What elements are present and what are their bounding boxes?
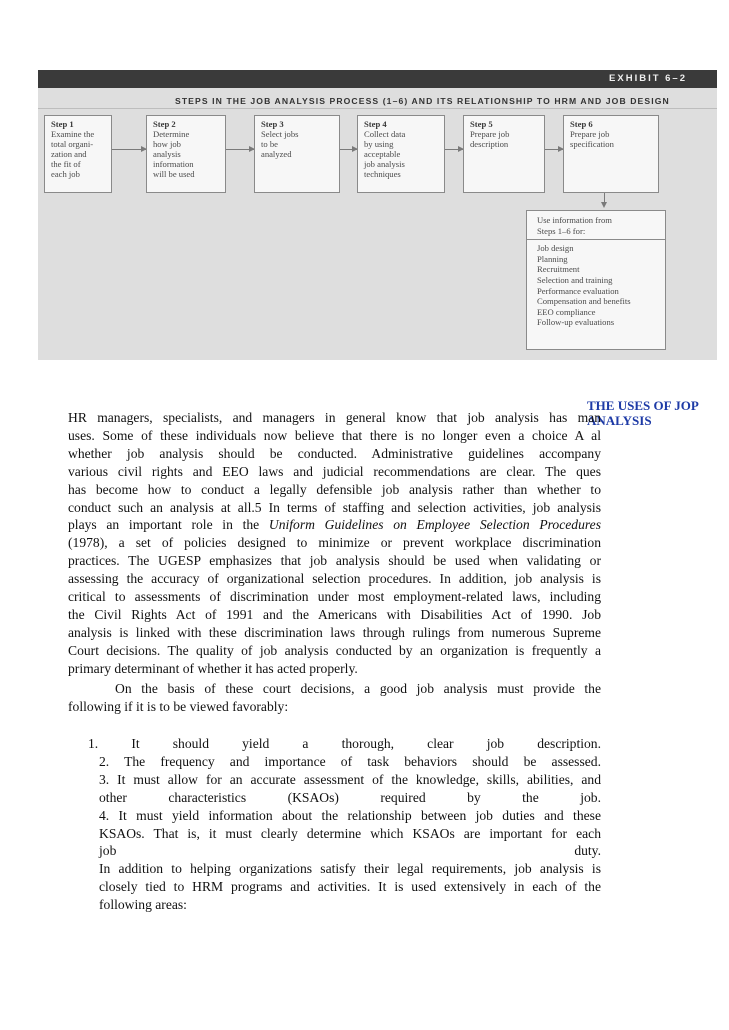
text-line: assessing the accuracy of organizational selection procedures. In addition, job analysis is [68,571,601,587]
step-text: Examine the total organi- zation and the fit of each job [51,129,95,179]
exhibit-title: STEPS IN THE JOB ANALYSIS PROCESS (1–6) AND ITS RELATIONSHIP TO HRM AND JOB DESIGN [175,96,670,106]
list-item: following areas: [99,897,187,913]
text-line: the Civil Rights Act of 1991 and the Americans with Disabilities Act of 1990. Job [68,606,601,622]
step-title: Step 5 [470,119,493,129]
uses-list [527,240,665,328]
text-line: HR managers, specialists, and managers in general know that job analysis has man [68,410,601,425]
list-item: KSAOs. That is, it must clearly determine which KSAOs are important for each [99,825,601,841]
paragraph-2 [68,680,601,716]
exhibit-header-bar [38,70,717,88]
list-item: job duty. [99,843,601,859]
text-line: Court decisions. The quality of job analysis conducted by an organization is frequently a [68,642,601,658]
uses-item: EEO compliance [537,306,596,317]
list-item: In addition to helping organizations satisfy their legal requirements, job analysis is [99,861,601,877]
exhibit-divider [38,108,717,109]
step-box-3 [254,115,340,193]
text-fragment: plays an important role in the [68,517,269,533]
arrow-icon [226,149,254,150]
exhibit-figure [38,70,717,360]
text-line: analysis is linked with these discrimination laws through rulings from numerous Supreme [68,624,601,640]
text-line: practices. The UGESP emphasizes that job analysis should be used when validating or [68,553,601,569]
uses-item: Planning [537,253,568,264]
text-line: critical to assessments of discrimination under most employment-related laws, including [68,589,601,605]
list-item: 4. It must yield information about the relationship between job duties and these [99,807,601,823]
step-text: Select jobs to be analyzed [261,129,299,159]
arrow-icon [545,149,563,150]
step-box-2 [146,115,226,193]
uses-box [526,210,666,350]
uses-header: Use information from Steps 1–6 for: [527,211,665,240]
list-item: closely tied to HRM programs and activities. It is used extensively in each of the [99,879,601,895]
uses-item: Follow-up evaluations [537,317,615,328]
list-item: 1. It should yield a thorough, clear job description. [88,736,601,751]
uses-item: Compensation and benefits [537,296,631,307]
uses-item: Selection and training [537,274,613,285]
text-line: has become how to conduct a legally defensible job analysis rather than whether to [68,481,601,497]
step-title: Step 6 [570,119,593,129]
step-title: Step 1 [51,119,74,129]
list-item: 2. The frequency and importance of task behaviors should be assessed. [99,753,601,769]
arrow-icon [445,149,463,150]
step-box-6 [563,115,659,193]
step-box-4 [357,115,445,193]
list-item: other characteristics (KSAOs) required by the job. [99,789,601,805]
text-line [68,516,601,534]
arrow-icon [112,149,146,150]
step-text: Determine how job analysis information will be used [153,129,195,179]
step-title: Step 3 [261,119,284,129]
exhibit-label: EXHIBIT 6–2 [609,73,687,84]
uses-item: Recruitment [537,264,580,275]
arrow-down-icon [604,193,605,203]
text-line: various civil rights and EEO laws and judicial recommendations are clear. The ques [68,463,601,479]
step-title: Step 4 [364,119,387,129]
arrow-icon [340,149,357,150]
text-line: whether job analysis should be conducted. Administrative guidelines accompany [68,445,601,461]
requirements-list [88,735,601,914]
text-line: (1978), a set of policies designed to minimize or prevent workplace discrimination [68,535,601,551]
italic-title: Uniform Guidelines on Employee Selection Procedures [268,517,601,533]
step-text: Prepare job specification [570,129,614,149]
step-text: Collect data by using acceptable job analysis techniques [364,129,406,179]
step-box-5 [463,115,545,193]
text-line: conduct such an analysis at all.5 In terms of staffing and selection activities, job analysis [68,499,601,515]
side-heading: THE USES OF JOP ANALYSIS [587,398,699,428]
list-item: 3. It must allow for an accurate assessment of the knowledge, skills, abilities, and [99,771,601,787]
paragraph-1 [68,409,601,678]
step-title: Step 2 [153,119,176,129]
text-line: following if it is to be viewed favorably: [68,698,289,714]
text-line: primary determinant of whether it has acted properly. [68,660,358,676]
uses-item: Performance evaluation [537,285,619,296]
step-box-1 [44,115,112,193]
uses-item: Job design [537,243,574,254]
text-line: uses. Some of these individuals now believe that there is no longer even a choice A al [68,427,601,443]
step-text: Prepare job description [470,129,510,149]
text-line: On the basis of these court decisions, a good job analysis must provide the [115,681,601,696]
